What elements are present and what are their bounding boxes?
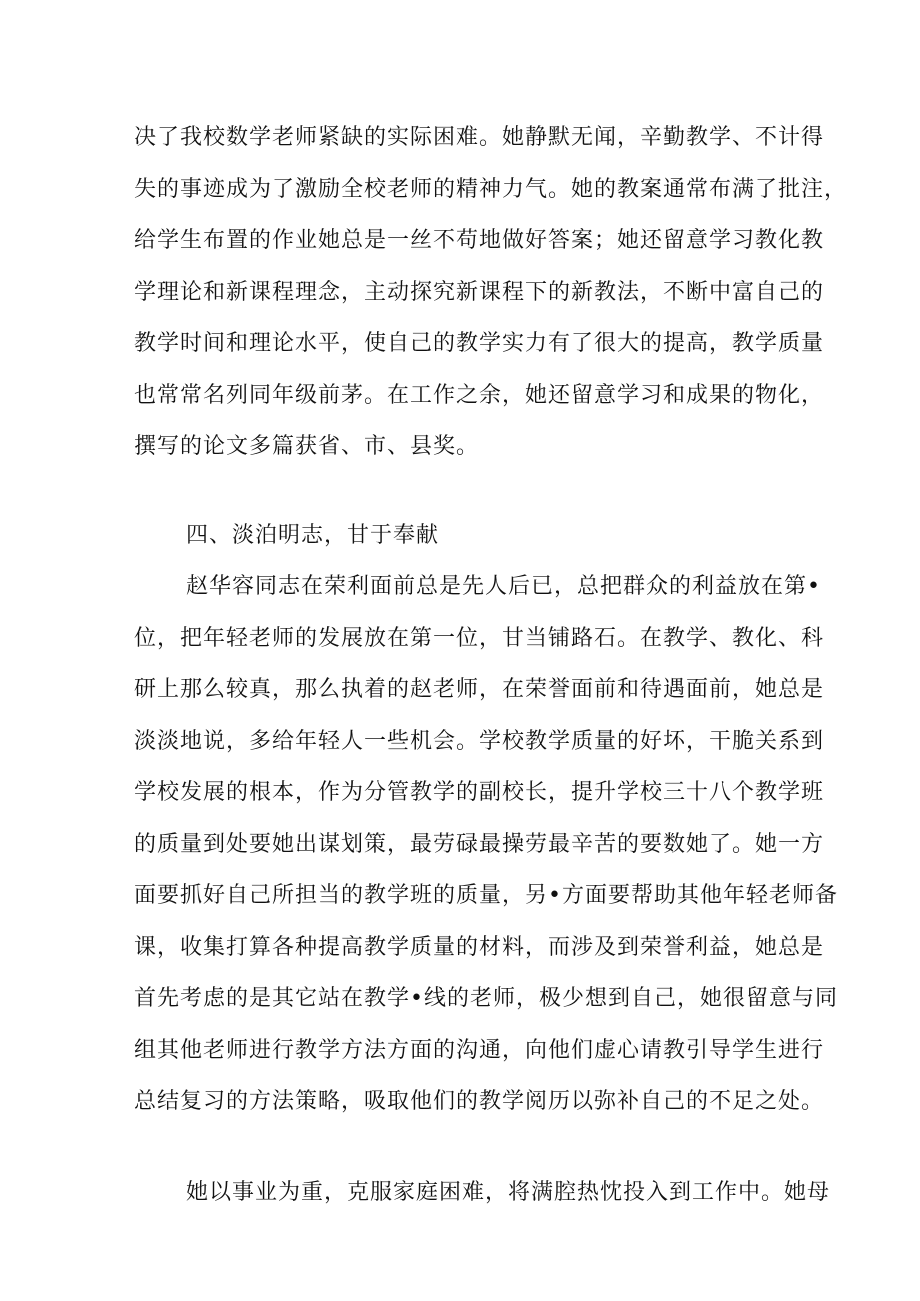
paragraph-1-line: 撰写的论文多篇获省、市、县奖。	[134, 434, 480, 459]
paragraph-2-line: 总结复习的方法策略，吸取他们的教学阅历以弥补自己的不足之处。	[134, 1089, 825, 1114]
paragraph-3-line: 她以事业为重，克服家庭困难，将满腔热忱投入到工作中。她母	[186, 1180, 831, 1205]
section-heading: 四、淡泊明志，甘于奉献	[186, 523, 440, 548]
paragraph-1-line: 决了我校数学老师紧缺的实际困难。她静默无闻，辛勤教学、不计得	[134, 125, 825, 150]
paragraph-2-line: 的质量到处要她出谋划策，最劳碌最操劳最辛苦的要数她了。她一方	[134, 832, 825, 857]
paragraph-1-line: 给学生布置的作业她总是一丝不苟地做好答案；她还留意学习教化教	[134, 228, 825, 253]
paragraph-2-line: 位，把年轻老师的发展放在第一位，甘当铺路石。在教学、教化、科	[134, 626, 825, 651]
paragraph-2-line: 淡淡地说，多给年轻人一些机会。学校教学质量的好坏，干脆关系到	[134, 729, 825, 754]
paragraph-2-line: 组其他老师进行教学方法方面的沟通，向他们虚心请教引导学生进行	[134, 1038, 825, 1063]
paragraph-1-line: 失的事迹成为了激励全校老师的精神力气。她的教案通常布满了批注，	[134, 177, 848, 202]
paragraph-2-line: 学校发展的根本，作为分管教学的副校长，提升学校三十八个教学班	[134, 780, 825, 805]
paragraph-2-line: 首先考虑的是其它站在教学•线的老师，极少想到自己，她很留意与同	[134, 986, 838, 1011]
paragraph-1-line: 学理论和新课程理念，主动探究新课程下的新教法，不断中富自己的	[134, 280, 825, 305]
paragraph-1-line: 教学时间和理论水平，使自己的教学实力有了很大的提高，教学质量	[134, 331, 825, 356]
paragraph-2-line: 研上那么较真，那么执着的赵老师，在荣誉面前和待遇面前，她总是	[134, 677, 825, 702]
paragraph-1-line: 也常常名列同年级前茅。在工作之余，她还留意学习和成果的物化，	[134, 383, 825, 408]
paragraph-2-line: 课，收集打算各种提高教学质量的材料，而涉及到荣誉利益，她总是	[134, 935, 825, 960]
paragraph-2-line: 面要抓好自己所担当的教学班的质量，另•方面要帮助其他年轻老师备	[134, 883, 838, 908]
paragraph-2-line: 赵华容同志在荣利面前总是先人后已，总把群众的利益放在第•	[186, 574, 821, 599]
